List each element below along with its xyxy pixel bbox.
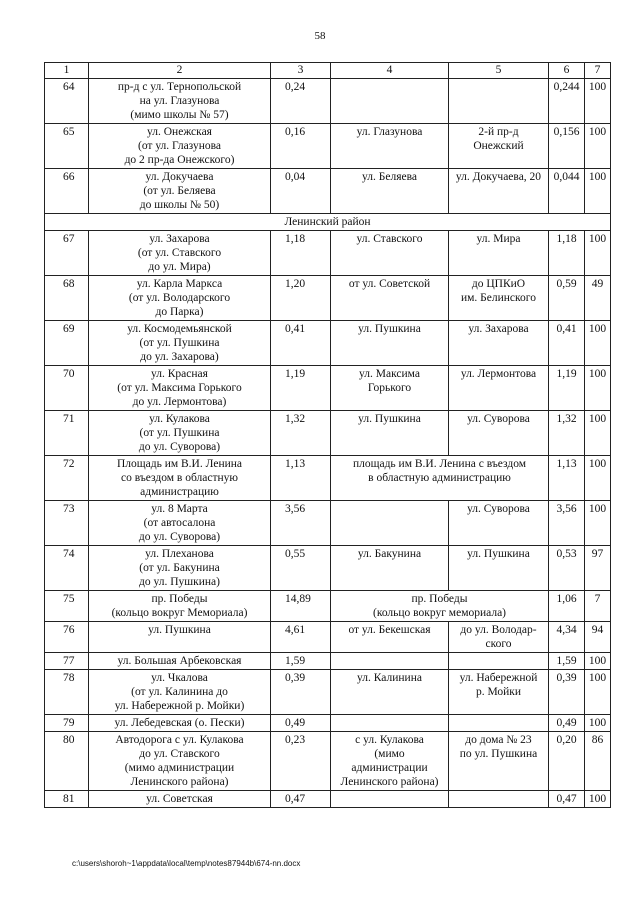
table-cell <box>449 79 549 124</box>
table-cell: 100 <box>585 501 611 546</box>
table-cell: 81 <box>45 791 89 808</box>
table-cell <box>89 411 271 456</box>
table-cell <box>89 169 271 214</box>
cell-line: ул. Чкалова <box>151 672 208 684</box>
table-cell <box>89 501 271 546</box>
table-cell <box>89 653 271 670</box>
table-cell: 1,13 <box>549 456 585 501</box>
table-cell: 100 <box>585 124 611 169</box>
table-cell <box>331 501 449 546</box>
table-cell: 100 <box>585 670 611 715</box>
cell-line: ул. Захарова <box>468 323 529 335</box>
table-row <box>45 124 611 169</box>
cell-line: ул. Глазунова <box>356 126 423 138</box>
cell-line: Автодорога с ул. Кулакова <box>115 734 244 746</box>
table-cell: 68 <box>45 276 89 321</box>
table-cell <box>89 670 271 715</box>
table-cell: 0,39 <box>549 670 585 715</box>
table-row <box>45 791 611 808</box>
cell-line: до ул. Захарова) <box>140 351 219 363</box>
table-cell: 0,04 <box>271 169 331 214</box>
cell-line: ул. Пушкина <box>467 548 530 560</box>
section-title: Ленинский район <box>45 214 611 231</box>
table-cell: 64 <box>45 79 89 124</box>
page-number: 58 <box>314 30 326 42</box>
table-cell <box>331 791 449 808</box>
table-cell: 72 <box>45 456 89 501</box>
cell-line: (от ул. Глазунова <box>137 140 222 152</box>
table-cell <box>331 411 449 456</box>
table-cell: 14,89 <box>271 591 331 622</box>
table-row <box>45 321 611 366</box>
column-number: 2 <box>89 63 271 79</box>
cell-line: ул. Космодемьянской <box>127 323 232 335</box>
table-cell: 0,16 <box>271 124 331 169</box>
table-cell: 1,59 <box>271 653 331 670</box>
cell-line: Площадь им В.И. Ленина <box>116 458 243 470</box>
column-number: 7 <box>585 63 611 79</box>
cell-line: ул. Беляева <box>362 171 417 183</box>
cell-line: пр-д с ул. Тернопольской <box>117 81 242 93</box>
cell-line: площадь им В.И. Ленина с въездом <box>352 458 527 470</box>
cell-line: (от ул. Беляева <box>143 185 216 197</box>
cell-line: Онежский <box>473 140 524 152</box>
cell-line: администрации <box>351 762 428 774</box>
cell-line: до ул. Пушкина) <box>139 576 220 588</box>
column-number: 1 <box>45 63 89 79</box>
table-cell: 74 <box>45 546 89 591</box>
table-cell <box>89 124 271 169</box>
cell-line: со въездом в областную <box>120 472 239 484</box>
table-cell <box>89 456 271 501</box>
table-row <box>45 622 611 653</box>
table-cell <box>331 169 449 214</box>
cell-line: ул. 8 Марта <box>151 503 208 515</box>
table-cell <box>89 622 271 653</box>
cell-line: до ул. Суворова) <box>138 531 221 543</box>
cell-line: ул. Набережной р. Мойки) <box>114 700 245 712</box>
cell-line: до 2 пр-да Онежского) <box>124 154 235 166</box>
table-cell <box>331 715 449 732</box>
table-cell: 4,34 <box>549 622 585 653</box>
table-row <box>45 670 611 715</box>
table-cell <box>331 366 449 411</box>
table-cell: 1,18 <box>271 231 331 276</box>
table-cell: 0,47 <box>271 791 331 808</box>
table-cell <box>89 366 271 411</box>
table-cell <box>89 231 271 276</box>
column-number: 6 <box>549 63 585 79</box>
cell-line: (от автосалона <box>143 517 216 529</box>
table-cell: 0,156 <box>549 124 585 169</box>
cell-line: (мимо <box>374 748 405 760</box>
column-number: 4 <box>331 63 449 79</box>
table-cell: 66 <box>45 169 89 214</box>
table-cell <box>89 591 271 622</box>
table-cell: 1,13 <box>271 456 331 501</box>
table-cell: 3,56 <box>549 501 585 546</box>
table-row <box>45 546 611 591</box>
cell-line: ул. Карла Маркса <box>136 278 223 290</box>
cell-line: (мимо администрации <box>124 762 235 774</box>
table-cell: 78 <box>45 670 89 715</box>
column-number: 5 <box>449 63 549 79</box>
cell-line: Ленинского района) <box>340 776 439 788</box>
cell-line: ул. Большая Арбековская <box>117 655 242 667</box>
cell-line: до Парка) <box>155 306 204 318</box>
table-cell: 100 <box>585 715 611 732</box>
table-cell: 100 <box>585 366 611 411</box>
table-cell: 69 <box>45 321 89 366</box>
cell-line: от ул. Бекешская <box>348 624 431 636</box>
cell-line: ул. Докучаева, 20 <box>455 171 542 183</box>
cell-line: ул. Мира <box>476 233 521 245</box>
table-cell <box>449 276 549 321</box>
table-header-row <box>45 63 611 79</box>
table-row <box>45 456 611 501</box>
cell-line: ул. Плеханова <box>145 548 214 560</box>
table-cell <box>449 715 549 732</box>
table-cell <box>449 732 549 791</box>
cell-line: (кольцо вокруг мемориала) <box>372 607 506 619</box>
table-cell <box>449 546 549 591</box>
cell-line: (от ул. Калинина до <box>131 686 228 698</box>
table-cell <box>331 231 449 276</box>
cell-line: до дома № 23 <box>465 734 532 746</box>
cell-line: (от ул. Ставского <box>137 247 222 259</box>
table-cell <box>331 591 549 622</box>
table-cell: 100 <box>585 456 611 501</box>
table-cell: 0,49 <box>549 715 585 732</box>
table-cell: 73 <box>45 501 89 546</box>
table-cell: 0,41 <box>271 321 331 366</box>
table-cell <box>331 456 549 501</box>
table-cell <box>89 732 271 791</box>
cell-line: до ЦПКиО <box>471 278 526 290</box>
table-cell: 7 <box>585 591 611 622</box>
table-cell <box>449 231 549 276</box>
table-row <box>45 79 611 124</box>
table-cell: 1,32 <box>549 411 585 456</box>
table-cell <box>449 169 549 214</box>
table-cell: 0,53 <box>549 546 585 591</box>
cell-line: до ул. Суворова) <box>138 441 221 453</box>
table-cell: 1,20 <box>271 276 331 321</box>
table-cell: 97 <box>585 546 611 591</box>
cell-line: ул. Суворова <box>467 413 530 425</box>
cell-line: в областную администрацию <box>368 472 511 484</box>
cell-line: ул. Пушкина <box>148 624 211 636</box>
table-cell <box>331 670 449 715</box>
table-cell: 86 <box>585 732 611 791</box>
cell-line: ул. Лебедевская (о. Пески) <box>114 717 245 729</box>
cell-line: ул. Суворова <box>467 503 530 515</box>
table-cell <box>89 715 271 732</box>
cell-line: с ул. Кулакова <box>355 734 424 746</box>
table-cell <box>331 79 449 124</box>
cell-line: до ул. Мира) <box>148 261 211 273</box>
table-row <box>45 276 611 321</box>
cell-line: ского <box>485 638 512 650</box>
table-cell: 0,49 <box>271 715 331 732</box>
table-row <box>45 732 611 791</box>
table-row <box>45 169 611 214</box>
cell-line: (от ул. Володарского <box>128 292 231 304</box>
cell-line: администрацию <box>140 486 219 498</box>
table-cell: 75 <box>45 591 89 622</box>
table-cell: 70 <box>45 366 89 411</box>
table-cell <box>331 732 449 791</box>
table-cell: 3,56 <box>271 501 331 546</box>
cell-line: ул. Лермонтова <box>460 368 537 380</box>
table-cell <box>89 321 271 366</box>
cell-line: пр. Победы <box>151 593 208 605</box>
table-cell: 80 <box>45 732 89 791</box>
cell-line: ул. Пушкина <box>358 323 421 335</box>
cell-line: ул. Онежская <box>147 126 212 138</box>
cell-line: (от ул. Пушкина <box>139 337 220 349</box>
table-cell: 67 <box>45 231 89 276</box>
cell-line: до ул. Лермонтова) <box>132 396 227 408</box>
column-number: 3 <box>271 63 331 79</box>
cell-line: ул. Кулакова <box>149 413 210 425</box>
table-cell: 71 <box>45 411 89 456</box>
cell-line: ул. Пушкина <box>358 413 421 425</box>
table-cell: 1,06 <box>549 591 585 622</box>
cell-line: до ул. Ставского <box>139 748 220 760</box>
cell-line: по ул. Пушкина <box>459 748 538 760</box>
table-cell <box>331 622 449 653</box>
table-cell: 1,18 <box>549 231 585 276</box>
table-cell: 0,23 <box>271 732 331 791</box>
cell-line: р. Мойки <box>475 686 522 698</box>
table-cell: 100 <box>585 79 611 124</box>
table-cell: 100 <box>585 231 611 276</box>
table-cell: 100 <box>585 321 611 366</box>
table-row <box>45 411 611 456</box>
table-cell: 0,244 <box>549 79 585 124</box>
table-cell: 65 <box>45 124 89 169</box>
table-cell <box>331 124 449 169</box>
table-cell <box>449 791 549 808</box>
cell-line: (от ул. Максима Горького <box>117 382 242 394</box>
roads-table <box>44 62 611 808</box>
cell-line: (мимо школы № 57) <box>130 109 229 121</box>
table-cell <box>331 276 449 321</box>
table-cell: 0,044 <box>549 169 585 214</box>
table-cell: 76 <box>45 622 89 653</box>
table-cell: 1,19 <box>271 366 331 411</box>
cell-line: от ул. Советской <box>348 278 431 290</box>
table-cell <box>449 366 549 411</box>
table-row <box>45 653 611 670</box>
cell-line: до ул. Володар- <box>460 624 537 636</box>
cell-line: ул. Советская <box>146 793 213 805</box>
table-cell <box>449 622 549 653</box>
cell-line: 2-й пр-д <box>478 126 519 138</box>
table-cell: 100 <box>585 169 611 214</box>
cell-line: ул. Калинина <box>357 672 422 684</box>
table-cell: 100 <box>585 653 611 670</box>
table-cell: 0,55 <box>271 546 331 591</box>
cell-line: на ул. Глазунова <box>139 95 220 107</box>
table-cell: 0,59 <box>549 276 585 321</box>
table-cell <box>89 276 271 321</box>
table-row <box>45 715 611 732</box>
cell-line: им. Белинского <box>461 292 536 304</box>
cell-line: ул. Захарова <box>149 233 210 245</box>
cell-line: ул. Ставского <box>356 233 423 245</box>
table-cell <box>449 321 549 366</box>
cell-line: ул. Красная <box>151 368 208 380</box>
table-cell: 1,59 <box>549 653 585 670</box>
section-row <box>45 214 611 231</box>
table-cell: 100 <box>585 791 611 808</box>
table-cell: 100 <box>585 411 611 456</box>
table-cell: 1,32 <box>271 411 331 456</box>
table-cell: 49 <box>585 276 611 321</box>
cell-line: ул. Докучаева <box>145 171 214 183</box>
file-path-footer: c:\users\shoroh~1\appdata\local\temp\notes87944b\674-nn.docx <box>72 859 301 868</box>
table-cell: 4,61 <box>271 622 331 653</box>
table-row <box>45 591 611 622</box>
table-cell <box>89 546 271 591</box>
cell-line: пр. Победы <box>411 593 468 605</box>
table-cell: 79 <box>45 715 89 732</box>
table-row <box>45 501 611 546</box>
table-row <box>45 366 611 411</box>
cell-line: ул. Бакунина <box>357 548 422 560</box>
table-cell <box>449 411 549 456</box>
table-cell <box>449 501 549 546</box>
table-cell: 0,24 <box>271 79 331 124</box>
table-cell: 0,47 <box>549 791 585 808</box>
table-cell: 94 <box>585 622 611 653</box>
cell-line: (от ул. Бакунина <box>139 562 220 574</box>
cell-line: (кольцо вокруг Мемориала) <box>111 607 248 619</box>
cell-line: ул. Максима <box>359 368 420 380</box>
cell-line: Горького <box>367 382 412 394</box>
table-cell: 0,20 <box>549 732 585 791</box>
cell-line: ул. Набережной <box>459 672 538 684</box>
table-cell <box>89 79 271 124</box>
table-cell <box>449 653 549 670</box>
table-cell: 1,19 <box>549 366 585 411</box>
cell-line: (от ул. Пушкина <box>139 427 220 439</box>
table-cell: 0,41 <box>549 321 585 366</box>
cell-line: Ленинского района) <box>130 776 229 788</box>
table-cell <box>89 791 271 808</box>
table-cell: 0,39 <box>271 670 331 715</box>
table-cell <box>449 670 549 715</box>
table-cell <box>449 124 549 169</box>
table-cell <box>331 321 449 366</box>
table-row <box>45 231 611 276</box>
table-cell: 77 <box>45 653 89 670</box>
table-cell <box>331 546 449 591</box>
cell-line: до школы № 50) <box>139 199 220 211</box>
table-cell <box>331 653 449 670</box>
